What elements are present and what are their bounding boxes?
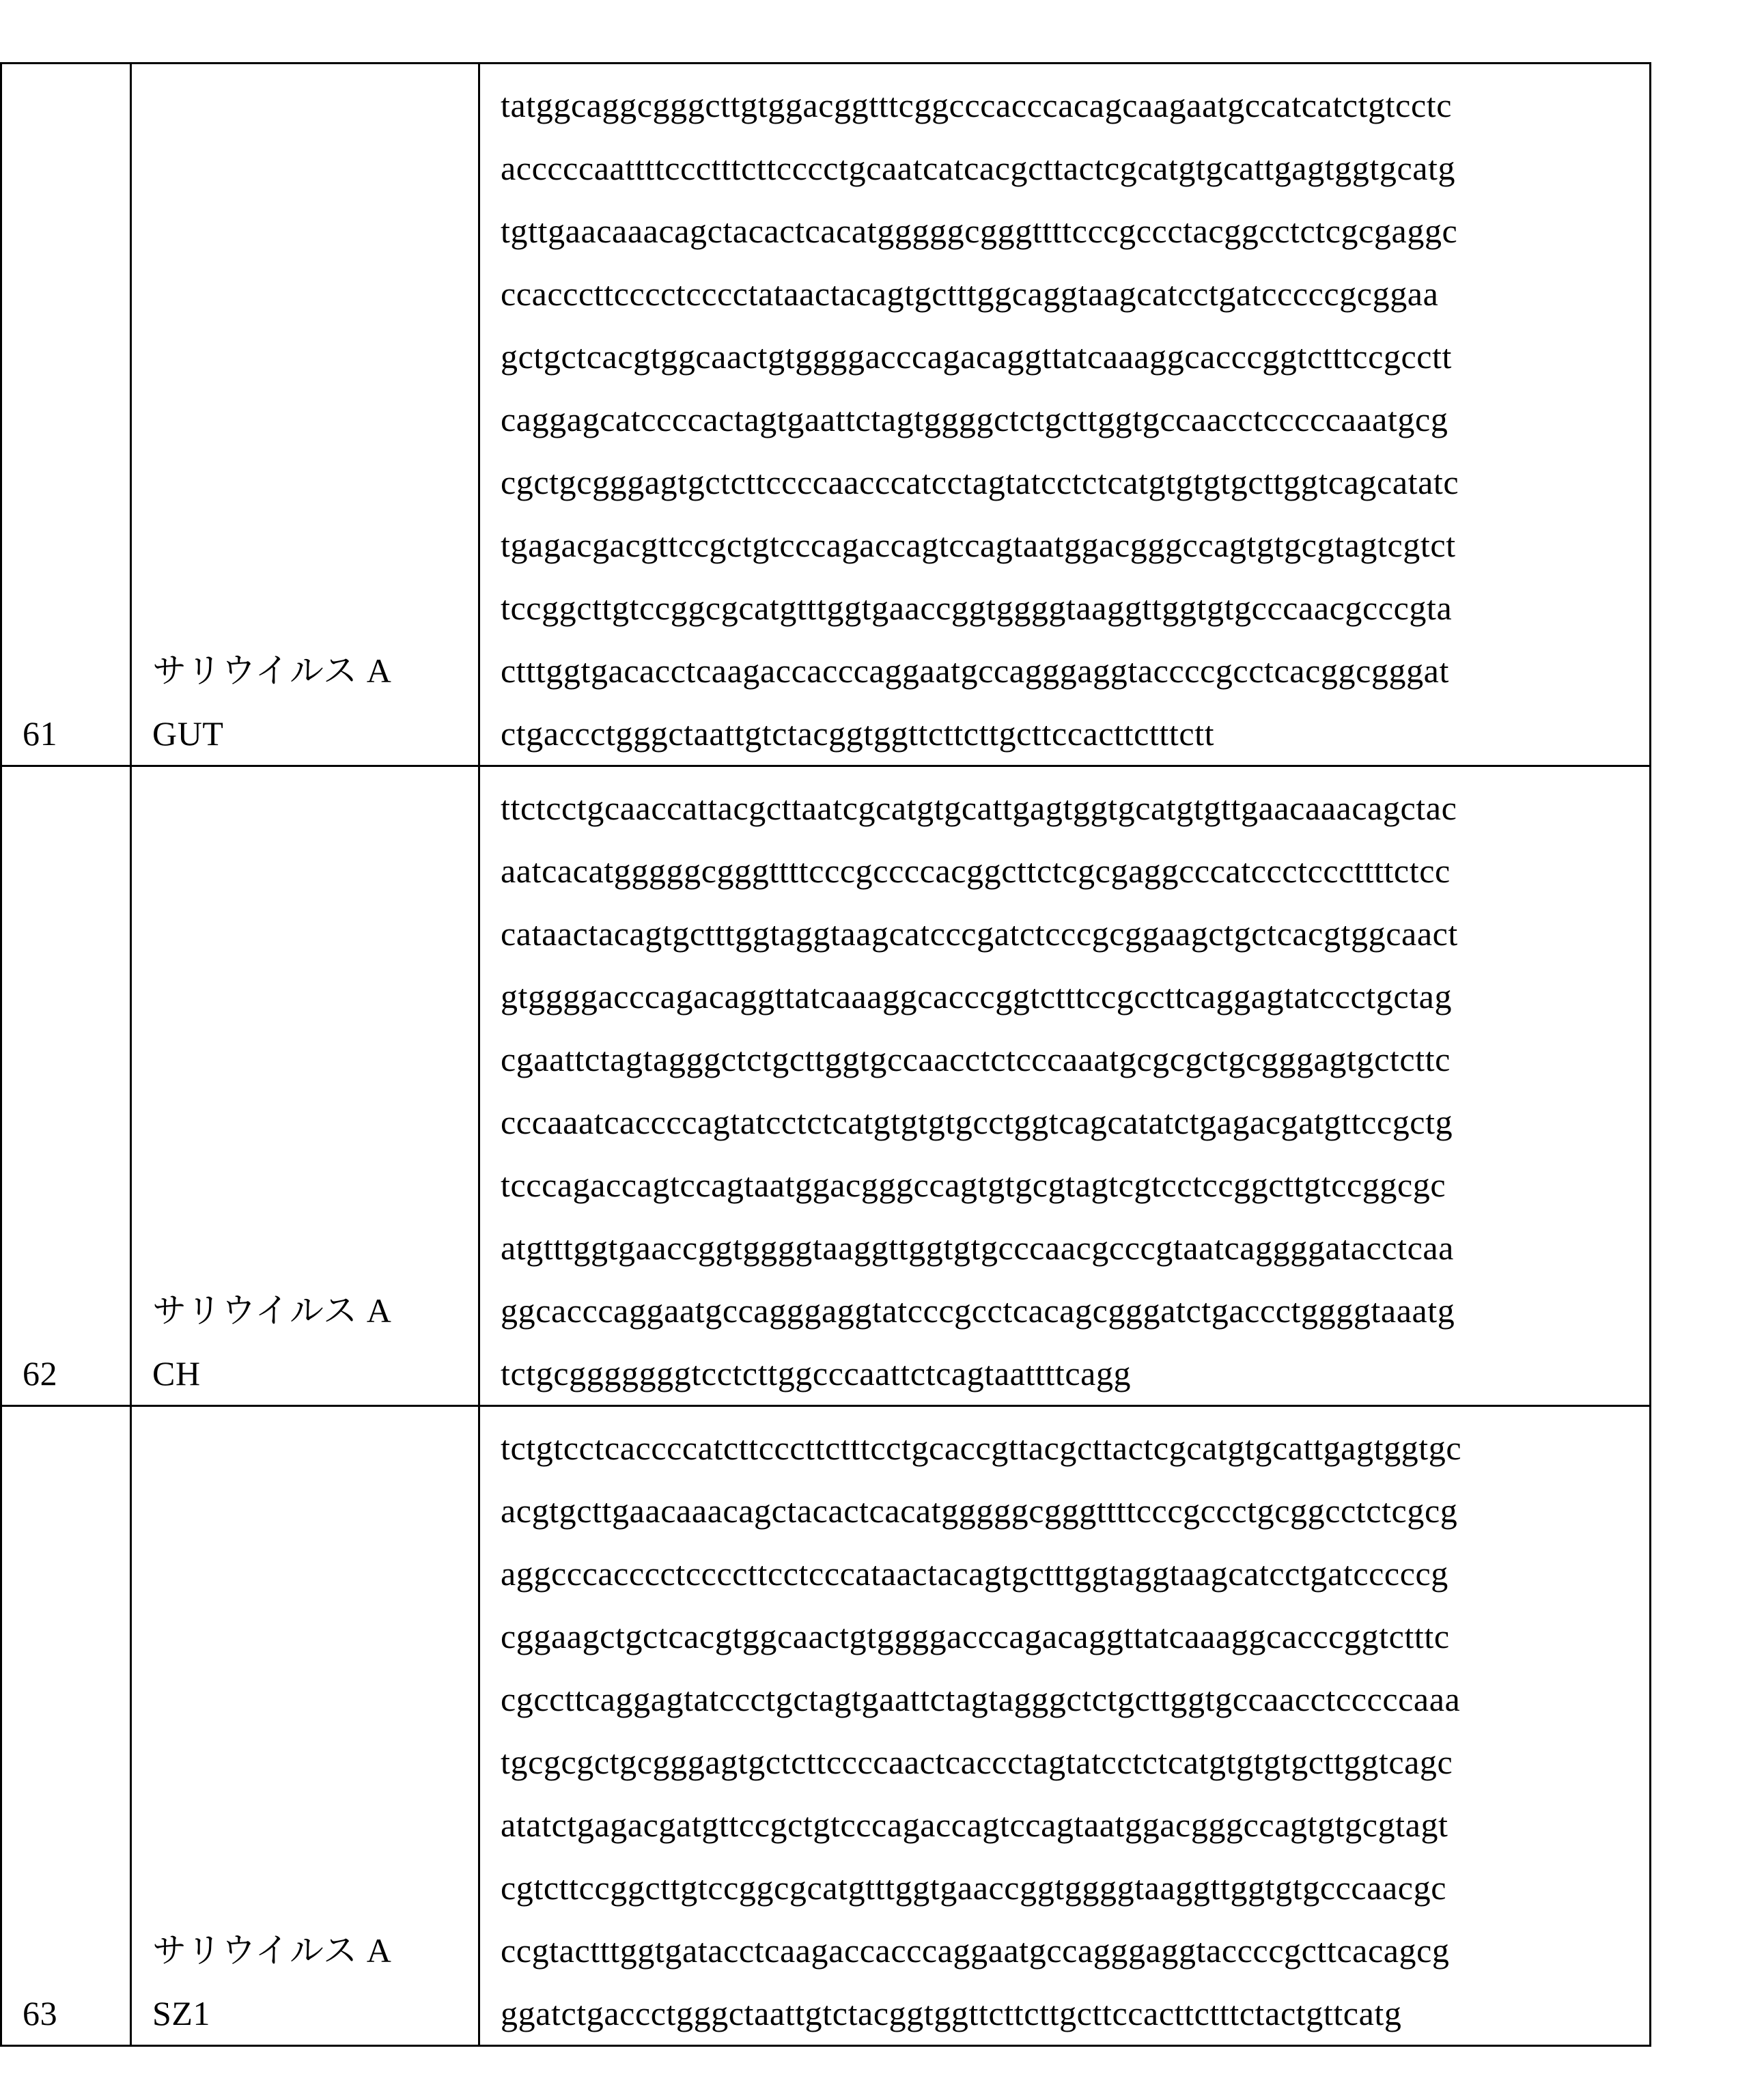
sequence-line: cggaagctgctcacgtggcaactgtggggacccagacaggttatcaaaggcacccggtctttc <box>501 1605 1649 1668</box>
sequence-line: cgaattctagtagggctctgcttggtgccaacctctcccaaatgcgcgctgcgggagtgctcttc <box>501 1028 1649 1091</box>
sequence-cell <box>479 766 1651 1406</box>
sequence-line: ggcacccaggaatgccagggaggtatcccgcctcacagcgggatctgaccctggggtaaatg <box>501 1279 1649 1342</box>
sequence-line: cataactacagtgctttggtaggtaagcatcccgatctcccgcggaagctgctcacgtggcaact <box>501 902 1649 965</box>
sequence-line: ggatctgaccctgggctaattgtctacggtggttcttcttgcttccacttctttctactgttcatg <box>501 1982 1649 2045</box>
sequence-number: 61 <box>23 702 130 765</box>
sequence-cell <box>479 1406 1651 2046</box>
virus-name-line: サリウイルス A <box>152 639 478 702</box>
sequence-line: tgcgcgctgcgggagtgctcttccccaactcaccctagtatcctctcatgtgtgtgcttggtcagc <box>501 1731 1649 1793</box>
sequence-line: tcccagaccagtccagtaatggacgggccagtgtgcgtagtcgtcctccggcttgtccggcgc <box>501 1153 1649 1216</box>
sequence-line: cgtcttccggcttgtccggcgcatgtttggtgaaccggtggggtaaggttggtgtgcccaacgc <box>501 1856 1649 1919</box>
table-row <box>1 64 1651 766</box>
sequence-number-cell <box>1 64 131 766</box>
sequence-number: 62 <box>23 1342 130 1405</box>
sequence-line: ctttggtgacacctcaagaccacccaggaatgccagggaggtaccccgcctcacggcgggat <box>501 639 1649 702</box>
sequence-line: acgtgcttgaacaaacagctacactcacatgggggcgggttttcccgccctgcggcctctcgcg <box>501 1479 1649 1542</box>
sequence-line: ctgaccctgggctaattgtctacggtggttcttcttgcttccacttctttctt <box>501 702 1649 765</box>
sequence-line: tctgcgggggggtcctcttggcccaattctcagtaattttcagg <box>501 1342 1649 1405</box>
table-row <box>1 766 1651 1406</box>
virus-name-cell <box>131 64 479 766</box>
virus-name-cell <box>131 766 479 1406</box>
sequence-number: 63 <box>23 1982 130 2045</box>
sequence-line: gtggggacccagacaggttatcaaaggcacccggtctttccgccttcaggagtatccctgctag <box>501 965 1649 1028</box>
sequence-line: ttctcctgcaaccattacgcttaatcgcatgtgcattgagtggtgcatgtgttgaacaaacagctac <box>501 776 1649 839</box>
sequence-table-body <box>1 64 1651 2046</box>
sequence-table <box>0 62 1651 2047</box>
sequence-line: caggagcatccccactagtgaattctagtggggctctgcttggtgccaacctcccccaaatgcg <box>501 388 1649 451</box>
sequence-number-cell <box>1 766 131 1406</box>
sequence-line: aggcccacccctccccttcctcccataactacagtgctttggtaggtaagcatcctgatcccccg <box>501 1542 1649 1605</box>
sequence-line: cccaaatcaccccagtatcctctcatgtgtgtgcctggtcagcatatctgagacgatgttccgctg <box>501 1091 1649 1153</box>
table-row <box>1 1406 1651 2046</box>
sequence-cell <box>479 64 1651 766</box>
sequence-line: cgccttcaggagtatccctgctagtgaattctagtagggctctgcttggtgccaacctcccccaaa <box>501 1668 1649 1731</box>
sequence-line: tgagacgacgttccgctgtcccagaccagtccagtaatggacgggccagtgtgcgtagtcgtct <box>501 514 1649 576</box>
sequence-line: atgtttggtgaaccggtggggtaaggttggtgtgcccaacgcccgtaatcaggggatacctcaa <box>501 1216 1649 1279</box>
virus-name-line: サリウイルス A <box>152 1919 478 1982</box>
sequence-line: tatggcaggcgggcttgtggacggtttcggcccacccacagcaagaatgccatcatctgtcctc <box>501 74 1649 137</box>
sequence-line: ccgtactttggtgatacctcaagaccacccaggaatgccagggaggtaccccgcttcacagcg <box>501 1919 1649 1982</box>
sequence-line: tctgtcctcaccccatcttcccttctttcctgcaccgttacgcttactcgcatgtgcattgagtggtgc <box>501 1416 1649 1479</box>
sequence-line: tgttgaacaaacagctacactcacatgggggcgggttttcccgccctacggcctctcgcgaggc <box>501 199 1649 262</box>
sequence-line: ccacccttcccctcccctataactacagtgctttggcaggtaagcatcctgatcccccgcggaa <box>501 262 1649 325</box>
virus-name-line: SZ1 <box>152 1982 478 2045</box>
sequence-line: tccggcttgtccggcgcatgtttggtgaaccggtggggtaaggttggtgtgcccaacgcccgta <box>501 576 1649 639</box>
sequence-line: acccccaattttccctttcttcccctgcaatcatcacgcttactcgcatgtgcattgagtggtgcatg <box>501 137 1649 199</box>
sequence-number-cell <box>1 1406 131 2046</box>
virus-name-line: サリウイルス A <box>152 1279 478 1342</box>
sequence-line: aatcacatgggggcgggttttcccgccccacggcttctcgcgaggcccatccctcccttttctcc <box>501 839 1649 902</box>
virus-name-cell <box>131 1406 479 2046</box>
sequence-line: cgctgcgggagtgctcttccccaacccatcctagtatcctctcatgtgtgtgcttggtcagcatatc <box>501 451 1649 514</box>
sequence-line: gctgctcacgtggcaactgtggggacccagacaggttatcaaaggcacccggtctttccgcctt <box>501 325 1649 388</box>
virus-name-line: CH <box>152 1342 478 1405</box>
sequence-line: atatctgagacgatgttccgctgtcccagaccagtccagtaatggacgggccagtgtgcgtagt <box>501 1793 1649 1856</box>
virus-name-line: GUT <box>152 702 478 765</box>
